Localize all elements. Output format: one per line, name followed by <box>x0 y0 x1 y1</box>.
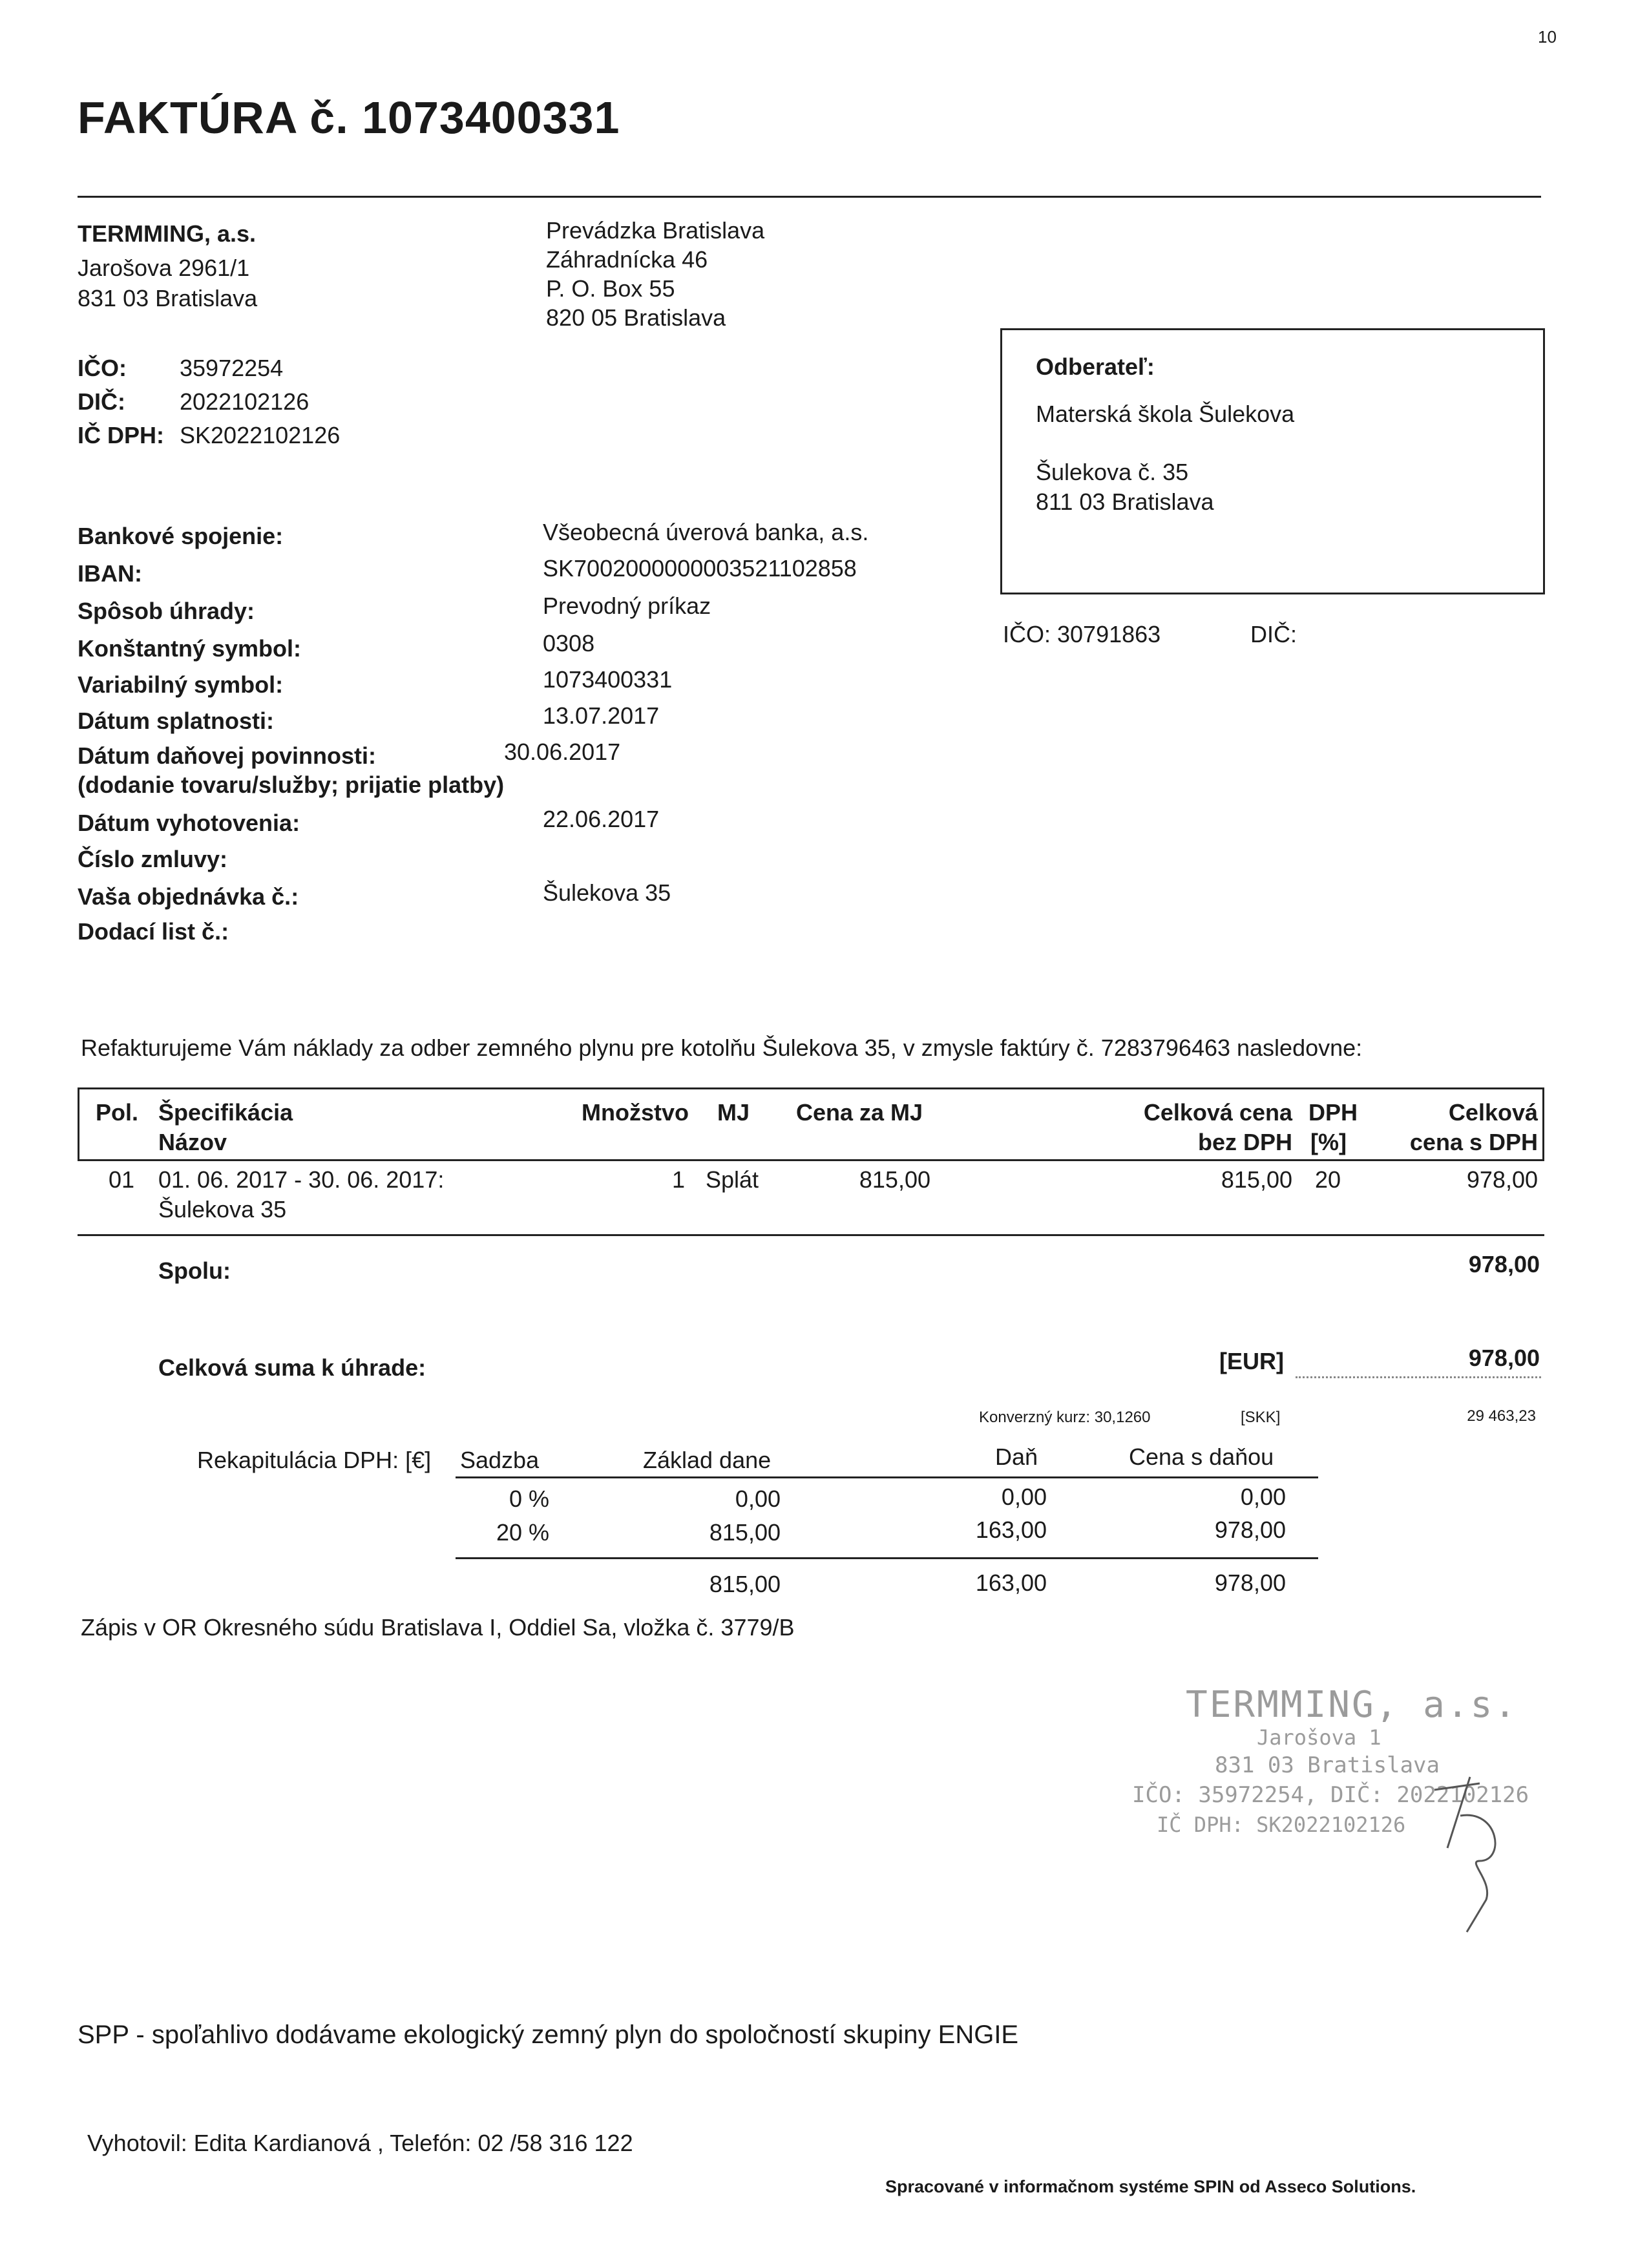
customer-box <box>1000 328 1545 594</box>
supplier-dic: 2022102126 <box>180 388 310 415</box>
prepared-by: Vyhotovil: Edita Kardianová , Telefón: 02 /58 316 122 <box>87 2130 633 2156</box>
customer-street: Šulekova č. 35 <box>1036 459 1189 485</box>
detail-label: Dátum splatnosti: <box>78 708 275 734</box>
vat-total-cena: 978,00 <box>1214 1570 1286 1596</box>
header-nazov: Názov <box>158 1129 227 1155</box>
intro-text: Refakturujeme Vám náklady za odber zemného plynu pre kotolňu Šulekova 35, v zmysle faktúry č. 7283796463 nasledovne: <box>81 1034 1363 1061</box>
row-nazov: Šulekova 35 <box>158 1196 287 1223</box>
detail-label: Dodací list č.: <box>78 918 229 945</box>
branch-line-2: Záhradnícka 46 <box>546 246 708 273</box>
supplier-city: 831 03 Bratislava <box>78 285 258 311</box>
table-right-rule <box>1542 1087 1544 1160</box>
vat-total-zaklad: 815,00 <box>709 1571 781 1597</box>
vat-totals-rule <box>456 1557 1318 1559</box>
detail-label: (dodanie tovaru/služby; prijatie platby) <box>78 772 505 798</box>
customer-name: Materská škola Šulekova <box>1036 401 1295 427</box>
customer-dic: DIČ: <box>1250 621 1297 647</box>
row-celkova-bez: 815,00 <box>1221 1166 1292 1193</box>
table-top-rule <box>78 1087 1544 1089</box>
detail-value: 13.07.2017 <box>543 702 660 729</box>
page-number: 10 <box>1538 27 1557 47</box>
total-currency: [EUR] <box>1219 1348 1284 1374</box>
detail-label: Konštantný symbol: <box>78 635 302 662</box>
supplier-ico-label: IČO: <box>78 355 127 381</box>
detail-label: Číslo zmluvy: <box>78 846 228 872</box>
vat-header-sadzba: Sadzba <box>460 1447 540 1473</box>
supplier-ico: 35972254 <box>180 355 284 381</box>
row-celkova-s: 978,00 <box>1466 1166 1538 1193</box>
total-label: Celková suma k úhrade: <box>158 1354 426 1381</box>
vat-row-cena: 978,00 <box>1214 1517 1286 1543</box>
vat-row-dan: 0,00 <box>1001 1484 1047 1510</box>
vat-row-sadzba: 20 % <box>496 1519 549 1546</box>
row-spec: 01. 06. 2017 - 30. 06. 2017: <box>158 1166 445 1193</box>
detail-label: IBAN: <box>78 560 142 587</box>
vat-row-dan: 163,00 <box>975 1517 1047 1543</box>
header-bez-dph: bez DPH <box>1197 1129 1292 1155</box>
header-mnozstvo: Množstvo <box>582 1099 689 1126</box>
table-bottom-rule <box>78 1234 1544 1236</box>
header-spec: Špecifikácia <box>158 1099 293 1126</box>
row-mj: Splát <box>706 1166 759 1193</box>
supplier-street: Jarošova 2961/1 <box>78 255 250 281</box>
vat-header-rule <box>456 1476 1318 1478</box>
header-dph-pct: [%] <box>1310 1129 1347 1155</box>
supplier-icdph-label: IČ DPH: <box>78 422 164 448</box>
vat-row-sadzba: 0 % <box>509 1486 549 1512</box>
vat-header-dan: Daň <box>995 1444 1038 1470</box>
row-mnozstvo: 1 <box>671 1166 685 1193</box>
vat-row-zaklad: 0,00 <box>735 1486 781 1512</box>
detail-value: 22.06.2017 <box>543 806 660 832</box>
header-dph: DPH <box>1308 1099 1358 1126</box>
detail-label: Bankové spojenie: <box>78 523 284 549</box>
detail-value: 1073400331 <box>543 666 673 693</box>
detail-label: Vaša objednávka č.: <box>78 883 299 910</box>
spolu-label: Spolu: <box>158 1257 231 1284</box>
signature-mark <box>1409 1770 1512 1938</box>
detail-label: Variabilný symbol: <box>78 671 284 698</box>
stamp-line-3: 831 03 Bratislava <box>1215 1752 1440 1778</box>
detail-value: Prevodný príkaz <box>543 593 711 619</box>
header-cena-mj: Cena za MJ <box>796 1099 923 1126</box>
detail-value: 0308 <box>543 630 595 656</box>
customer-ico: IČO: 30791863 <box>1003 621 1161 647</box>
header-celkova-s: Celková <box>1448 1099 1538 1126</box>
detail-label: Dátum daňovej povinnosti: <box>78 742 377 769</box>
total-dotted-underline <box>1296 1376 1541 1378</box>
header-mj: MJ <box>717 1099 750 1126</box>
table-header-rule <box>78 1159 1544 1161</box>
detail-value: 30.06.2017 <box>504 739 621 765</box>
header-celkova-bez: Celková cena <box>1143 1099 1292 1126</box>
branch-line-3: P. O. Box 55 <box>546 275 675 302</box>
title-divider <box>78 196 1541 198</box>
detail-label: Dátum vyhotovenia: <box>78 810 300 836</box>
system-note: Spracované v informačnom systéme SPIN od Asseco Solutions. <box>885 2177 1416 2196</box>
total-value: 978,00 <box>1468 1345 1540 1371</box>
detail-value: Všeobecná úverová banka, a.s. <box>543 519 869 545</box>
vat-row-zaklad: 815,00 <box>709 1519 781 1546</box>
stamp-line-2: Jarošova 1 <box>1257 1725 1381 1750</box>
customer-city: 811 03 Bratislava <box>1036 488 1214 515</box>
vat-summary-label: Rekapitulácia DPH: [€] <box>197 1447 432 1473</box>
supplier-dic-label: DIČ: <box>78 388 125 415</box>
detail-value: SK7002000000003521102858 <box>543 555 857 582</box>
spolu-value: 978,00 <box>1468 1251 1540 1277</box>
slogan: SPP - spoľahlivo dodávame ekologický zemný plyn do spoločností skupiny ENGIE <box>78 2021 1019 2049</box>
header-s-dph: cena s DPH <box>1409 1129 1538 1155</box>
vat-header-cena: Cena s daňou <box>1129 1444 1274 1470</box>
skk-value: 29 463,23 <box>1467 1407 1536 1425</box>
stamp-line-4: IČO: 35972254, DIČ: 2022102126 <box>1132 1782 1529 1808</box>
row-dph: 20 <box>1315 1166 1341 1193</box>
supplier-name: TERMMING, a.s. <box>78 220 257 247</box>
customer-label: Odberateľ: <box>1036 353 1155 380</box>
vat-total-dan: 163,00 <box>975 1570 1047 1596</box>
stamp-line-1: TERMMING, a.s. <box>1186 1684 1518 1726</box>
detail-label: Spôsob úhrady: <box>78 598 255 624</box>
conversion-rate: Konverzný kurz: 30,1260 <box>979 1409 1151 1426</box>
invoice-title: FAKTÚRA č. 1073400331 <box>78 92 620 143</box>
branch-line-4: 820 05 Bratislava <box>546 304 726 331</box>
vat-header-zaklad: Základ dane <box>643 1447 772 1473</box>
supplier-icdph: SK2022102126 <box>180 422 341 448</box>
row-pol: 01 <box>109 1166 135 1193</box>
branch-line-1: Prevádzka Bratislava <box>546 217 765 244</box>
header-pol: Pol. <box>96 1099 139 1126</box>
row-cena-mj: 815,00 <box>859 1166 930 1193</box>
vat-row-cena: 0,00 <box>1240 1484 1286 1510</box>
skk-label: [SKK] <box>1241 1409 1281 1426</box>
stamp-line-5: IČ DPH: SK2022102126 <box>1157 1812 1406 1837</box>
detail-value: Šulekova 35 <box>543 879 671 906</box>
table-left-rule <box>78 1087 79 1160</box>
register-note: Zápis v OR Okresného súdu Bratislava I, Oddiel Sa, vložka č. 3779/B <box>81 1614 795 1641</box>
